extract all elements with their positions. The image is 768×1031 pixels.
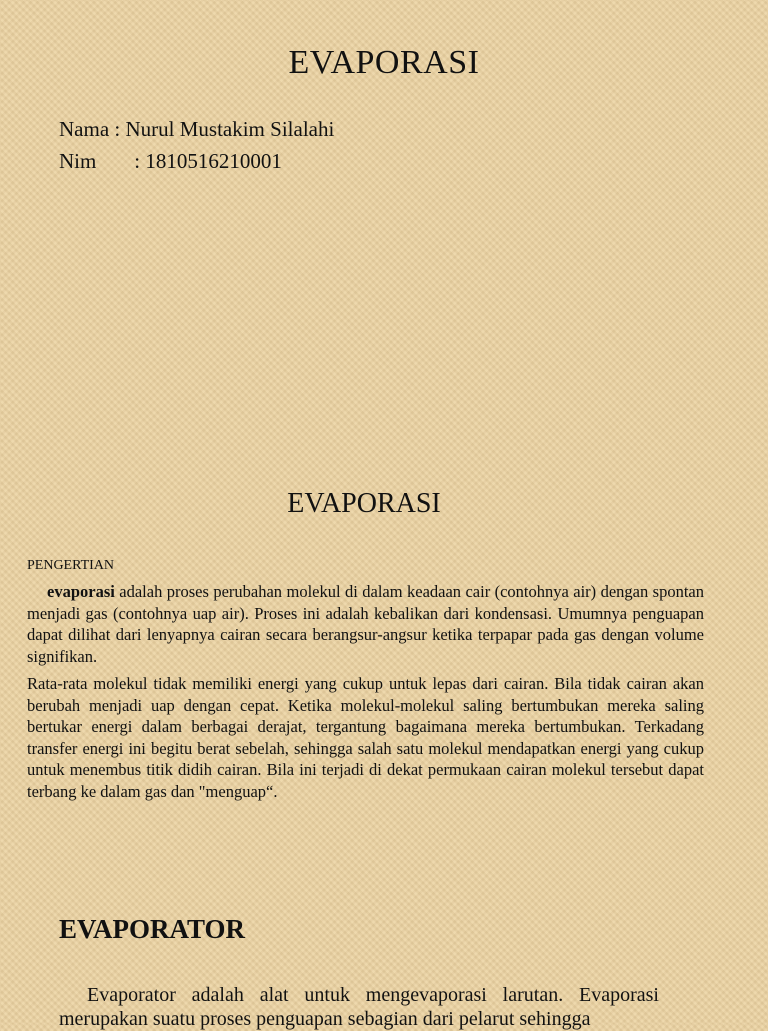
definition-heading: EVAPORASI [287,488,441,519]
nim-value: : 1810516210001 [134,149,282,173]
slide-definition [0,470,768,870]
student-nim-line [59,149,282,174]
section-label: PENGERTIAN [27,558,115,573]
nim-label: Nim [59,149,97,173]
name-label: Nama : [59,117,121,141]
evaporator-paragraph: Evaporator adalah alat untuk mengevaporasi larutan. Evaporasi merupakan suatu proses penguapan sebagian dari pelarut sehingga [59,984,659,1030]
evaporator-heading: EVAPORATOR [59,914,246,944]
slide-title [0,0,768,470]
slide-title-heading: EVAPORASI [288,44,480,81]
definition-term: evaporasi [47,582,115,601]
student-name-line [59,117,334,142]
slide-evaporator [0,870,768,1030]
definition-paragraph-1 [27,581,704,667]
name-value: Nurul Mustakim Silalahi [125,117,335,141]
definition-text: adalah proses perubahan molekul di dalam keadaan cair (contohnya air) dengan spontan menjadi gas (contohnya uap air). Proses ini adalah kebalikan dari kondensasi. Umumnya penguapan dapat dilihat dari lenyapnya cairan secara berangsur-angsur ketika terpapar pada gas dengan volume signifikan. [27,582,704,666]
definition-paragraph-2: Rata-rata molekul tidak memiliki energi yang cukup untuk lepas dari cairan. Bila tidak cairan akan berubah menjadi uap dengan cepat. Ketika molekul-molekul saling bertumbukan mereka saling bertukar energi dalam berbagai derajat, tergantung bagaimana mereka bertumbukan. Terkadang transfer energi ini begitu berat sebelah, sehingga salah satu molekul mendapatkan energi yang cukup untuk menembus titik didih cairan. Bila ini terjadi di dekat permukaan cairan molekul tersebut dapat terbang ke dalam gas dan "menguap“. [27,674,704,801]
